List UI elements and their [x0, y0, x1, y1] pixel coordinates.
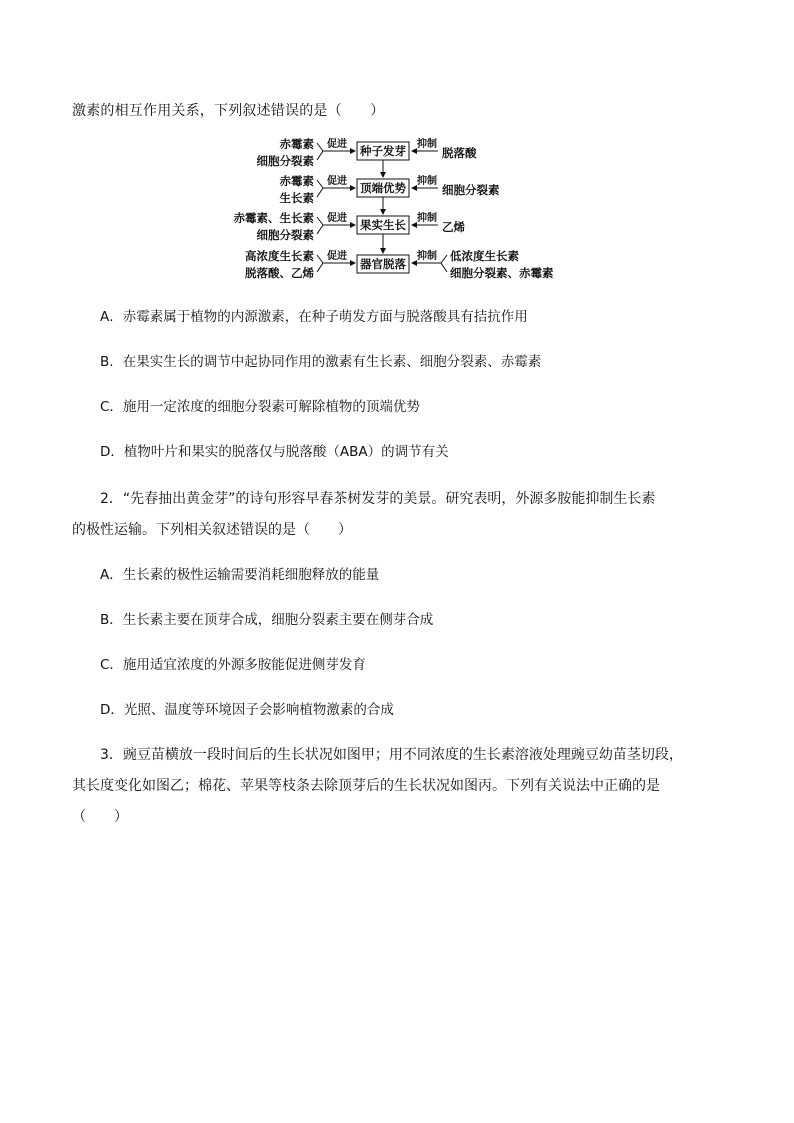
- box-seed-germination-label: 种子发芽: [360, 144, 406, 158]
- q1-stem: 激素的相互作用关系，下列叙述错误的是（ ）: [72, 103, 385, 119]
- row3-inhibit: 抑制: [417, 213, 437, 224]
- row3-promote: 促进: [327, 213, 347, 224]
- row4-promote: 促进: [327, 251, 347, 262]
- q2-option-d[interactable]: D．光照、温度等环境因子会影响植物激素的合成: [100, 702, 394, 718]
- row3-left-2: 细胞分裂素: [256, 228, 314, 242]
- diagram-row-3: [234, 211, 466, 242]
- row1-left-1: 赤霉素: [279, 137, 314, 151]
- q2-stem-line1: 2．“先春抽出黄金芽”的诗句形容早春茶树发芽的美景。研究表明，外源多胺能抑制生长素: [100, 491, 656, 507]
- q2-option-c[interactable]: C．施用适宜浓度的外源多胺能促进侧芽发育: [100, 657, 366, 673]
- q2-stem-line2: 的极性运输。下列相关叙述错误的是（ ）: [72, 522, 352, 538]
- row1-right-1: 脱落酸: [442, 146, 477, 160]
- row2-left-1: 赤霉素: [279, 174, 314, 188]
- row2-left-2: 生长素: [279, 191, 314, 205]
- box-apical-dominance-label: 顶端优势: [360, 181, 406, 195]
- q3-stem-line1: 3．豌豆苗横放一段时间后的生长状况如图甲；用不同浓度的生长素溶液处理豌豆幼苗茎切段，: [100, 747, 683, 763]
- q3-stem-line2: 其长度变化如图乙；棉花、苹果等枝条去除顶芽后的生长状况如图丙。下列有关说法中正确的是: [72, 778, 660, 794]
- box-organ-abscission-label: 器官脱落: [360, 257, 406, 271]
- row1-left-2: 细胞分裂素: [256, 154, 314, 168]
- q1-option-a[interactable]: A．赤霉素属于植物的内源激素，在种子萌发方面与脱落酸具有拮抗作用: [100, 309, 528, 325]
- row4-inhibit: 抑制: [417, 251, 437, 262]
- diagram-row-4: [245, 249, 554, 280]
- q1-option-c[interactable]: C．施用一定浓度的细胞分裂素可解除植物的顶端优势: [100, 399, 420, 415]
- q2-option-b[interactable]: B．生长素主要在顶芽合成，细胞分裂素主要在侧芽合成: [100, 612, 434, 628]
- q1-option-b[interactable]: B．在果实生长的调节中起协同作用的激素有生长素、细胞分裂素、赤霉素: [100, 354, 542, 370]
- row1-promote: 促进: [327, 139, 347, 150]
- q2-option-a[interactable]: A．生长素的极性运输需要消耗细胞释放的能量: [100, 567, 380, 583]
- row3-right-1: 乙烯: [442, 220, 465, 234]
- row2-inhibit: 抑制: [417, 176, 437, 187]
- row4-right-2: 细胞分裂素、赤霉素: [450, 266, 554, 280]
- row4-right-1: 低浓度生长素: [450, 249, 519, 263]
- row4-left-2: 脱落酸、乙烯: [245, 266, 314, 280]
- row4-left-1: 高浓度生长素: [245, 249, 314, 263]
- row2-right-1: 细胞分裂素: [442, 183, 500, 197]
- diagram-row-1: [257, 137, 477, 168]
- hormone-interaction-diagram: [225, 135, 565, 287]
- q1-option-d[interactable]: D．植物叶片和果实的脱落仅与脱落酸（ABA）的调节有关: [100, 444, 449, 460]
- q3-stem-line3: （ ）: [72, 809, 128, 825]
- box-fruit-growth-label: 果实生长: [360, 218, 406, 232]
- row1-inhibit: 抑制: [417, 139, 437, 150]
- row2-promote: 促进: [327, 176, 347, 187]
- diagram-row-2: [280, 174, 500, 205]
- row3-left-1: 赤霉素、生长素: [233, 211, 314, 225]
